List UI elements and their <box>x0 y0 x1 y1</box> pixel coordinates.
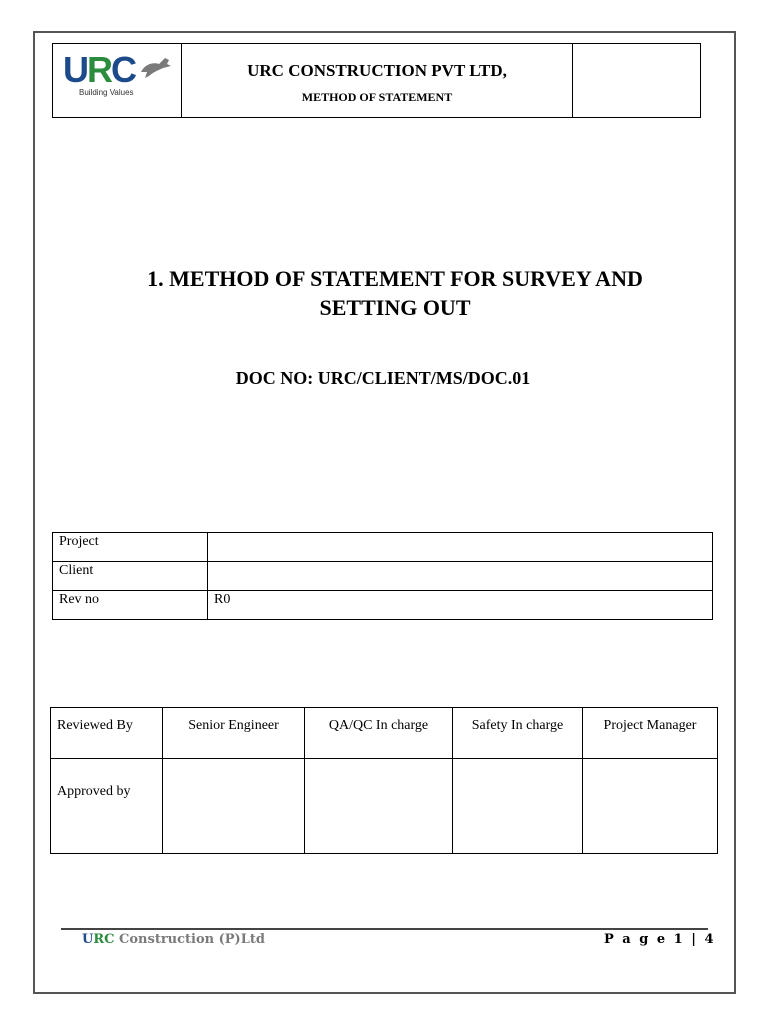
footer-company: URC Construction (P)Ltd <box>82 932 265 947</box>
signature-cell <box>163 759 305 854</box>
signature-cell <box>583 759 718 854</box>
company-logo <box>53 44 182 117</box>
document-title <box>80 264 710 322</box>
company-name: URC CONSTRUCTION PVT LTD, <box>247 61 507 80</box>
title-line-1: 1. METHOD OF STATEMENT FOR SURVEY AND <box>147 266 643 291</box>
project-info-table <box>52 532 713 620</box>
rev-no-value: R0 <box>208 591 713 620</box>
qaqc-header: QA/QC In charge <box>305 708 453 759</box>
client-label: Client <box>53 562 208 591</box>
signature-cell <box>453 759 583 854</box>
page-number: P a g e 1 | 4 <box>604 932 716 947</box>
client-value <box>208 562 713 591</box>
safety-header: Safety In charge <box>453 708 583 759</box>
logo-wordmark: URC <box>63 49 135 90</box>
project-manager-header: Project Manager <box>583 708 718 759</box>
signature-cell <box>305 759 453 854</box>
approved-by-label: Approved by <box>51 759 163 854</box>
table-row <box>53 591 713 620</box>
logo-tagline: Building Values <box>79 88 134 97</box>
senior-engineer-header: Senior Engineer <box>163 708 305 759</box>
document-number: DOC NO: URC/CLIENT/MS/DOC.01 <box>235 368 531 388</box>
rev-no-label: Rev no <box>53 591 208 620</box>
title-line-2: SETTING OUT <box>319 295 471 320</box>
table-row <box>53 562 713 591</box>
review-approval-table <box>50 707 718 854</box>
project-label: Project <box>53 533 208 562</box>
footer-divider <box>61 928 708 930</box>
document-header <box>52 43 701 118</box>
table-row <box>51 759 718 854</box>
table-row <box>51 708 718 759</box>
reviewed-by-label: Reviewed By <box>51 708 163 759</box>
header-empty-cell <box>573 44 700 117</box>
project-value <box>208 533 713 562</box>
horse-icon <box>139 54 173 80</box>
document-type: METHOD OF STATEMENT <box>301 90 453 104</box>
table-row <box>53 533 713 562</box>
header-title-cell <box>182 44 573 117</box>
